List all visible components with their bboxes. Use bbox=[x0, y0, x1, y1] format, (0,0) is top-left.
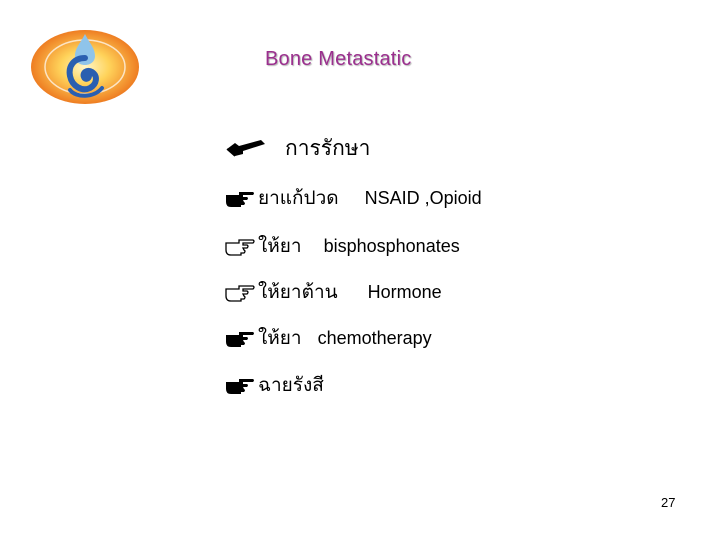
item-thai-text: ฉายรังสี bbox=[258, 374, 324, 396]
treatment-heading bbox=[225, 132, 370, 165]
slide-title: Bone Metastatic bbox=[265, 48, 412, 70]
list-item bbox=[225, 323, 432, 353]
list-item bbox=[225, 370, 324, 400]
item-thai-text: ให้ยาต้าน bbox=[258, 281, 338, 303]
pen-nib-icon bbox=[225, 138, 267, 160]
list-item bbox=[225, 183, 482, 213]
item-english-text: NSAID ,Opioid bbox=[364, 187, 482, 208]
pointing-hand-solid-icon bbox=[225, 327, 255, 349]
item-thai-text: ให้ยา bbox=[258, 235, 302, 257]
list-item bbox=[225, 231, 460, 261]
page-number: 27 bbox=[661, 495, 676, 510]
pointing-hand-outline-icon bbox=[225, 235, 255, 257]
hospital-logo bbox=[30, 28, 140, 106]
item-english-text: bisphosphonates bbox=[323, 235, 460, 256]
item-english-text: Hormone bbox=[367, 281, 442, 302]
item-thai-text: ให้ยา bbox=[258, 327, 302, 349]
pointing-hand-solid-icon bbox=[225, 187, 255, 209]
heading-label: การรักษา bbox=[285, 136, 371, 160]
item-thai-text: ยาแก้ปวด bbox=[258, 187, 339, 209]
item-english-text: chemotherapy bbox=[317, 327, 432, 348]
pointing-hand-solid-icon bbox=[225, 374, 255, 396]
pointing-hand-outline-icon bbox=[225, 281, 255, 303]
list-item bbox=[225, 277, 442, 307]
